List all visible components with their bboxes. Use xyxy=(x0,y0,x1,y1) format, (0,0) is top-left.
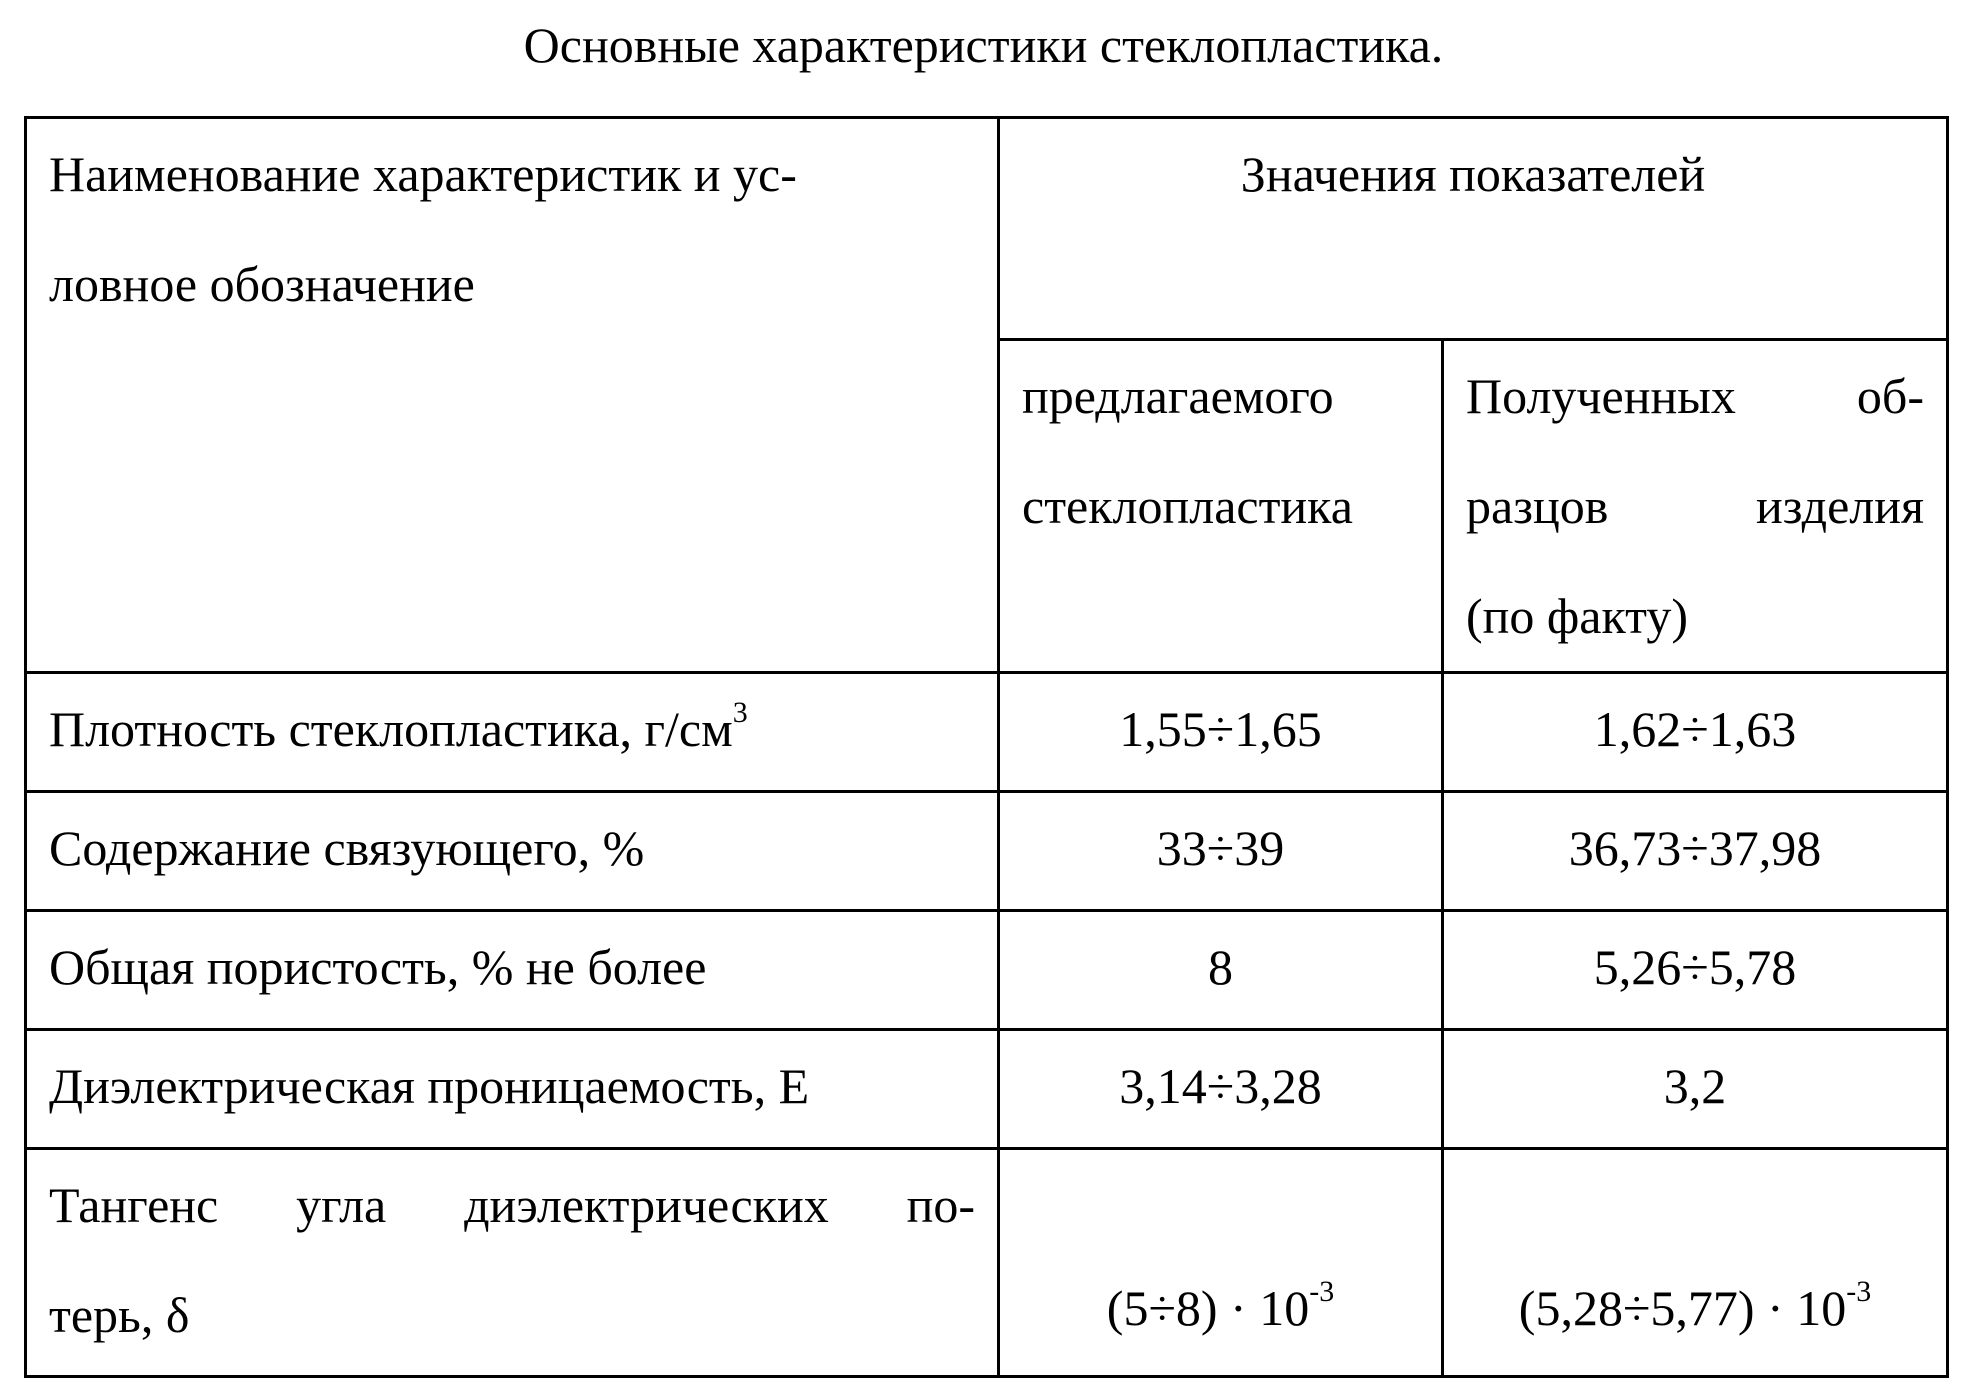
subheader-proposed-line2: стеклопластика xyxy=(1022,478,1353,534)
table-row xyxy=(26,792,1948,911)
subheader-obtained-line1 xyxy=(1466,341,1924,451)
subheader-obtained-word2: об- xyxy=(1856,368,1924,424)
characteristics-table xyxy=(24,116,1949,1378)
table-row xyxy=(26,911,1948,1030)
subheader-obtained-cell xyxy=(1443,340,1948,673)
row-proposed-value: 1,55÷1,65 xyxy=(999,673,1443,792)
subheader-proposed-cell xyxy=(999,340,1443,673)
header-name-line2: ловное обозначение xyxy=(49,256,475,312)
row-name-cell xyxy=(26,792,999,911)
row-proposed-value: 33÷39 xyxy=(999,792,1443,911)
subheader-obtained-line2 xyxy=(1466,451,1924,561)
row-name-cell xyxy=(26,673,999,792)
row-name-superscript: 3 xyxy=(732,696,748,730)
subheader-obtained-word3: разцов xyxy=(1466,478,1609,534)
table-row-tangent xyxy=(26,1149,1948,1377)
subheader-obtained-line3: (по факту) xyxy=(1466,588,1688,644)
tangent-name-line2: терь, δ xyxy=(49,1287,190,1343)
tangent-proposed-exponent: -3 xyxy=(1309,1275,1335,1309)
document-title: Основные характеристики стеклопластика. xyxy=(523,17,1444,73)
header-values-group-cell xyxy=(999,118,1948,340)
table-row xyxy=(26,673,1948,792)
row-obtained-value: 3,2 xyxy=(1443,1030,1948,1149)
tangent-proposed-cell xyxy=(999,1149,1443,1377)
subheader-proposed-line1: предлагаемого xyxy=(1022,368,1334,424)
header-name-line1: Наименование характеристик и ус- xyxy=(49,146,797,202)
row-name: Общая пористость, % не более xyxy=(49,939,707,995)
header-values-group: Значения показателей xyxy=(1240,146,1706,202)
header-name-cell xyxy=(26,118,999,673)
tangent-obtained-value: (5,28÷5,77) · 10 xyxy=(1518,1280,1847,1336)
row-name: Диэлектрическая проницаемость, Е xyxy=(49,1058,810,1114)
tangent-obtained-exponent: -3 xyxy=(1846,1275,1872,1309)
tangent-proposed-value: (5÷8) · 10 xyxy=(1106,1280,1310,1336)
tangent-name-cell xyxy=(26,1149,999,1377)
row-obtained-value: 1,62÷1,63 xyxy=(1443,673,1948,792)
row-name: Содержание связующего, % xyxy=(49,820,645,876)
table-row xyxy=(26,1030,1948,1149)
row-obtained-value: 36,73÷37,98 xyxy=(1443,792,1948,911)
tangent-obtained-cell xyxy=(1443,1149,1948,1377)
row-obtained-value: 5,26÷5,78 xyxy=(1443,911,1948,1030)
row-proposed-value: 8 xyxy=(999,911,1443,1030)
row-name-cell xyxy=(26,911,999,1030)
table-header-row xyxy=(26,118,1948,340)
tangent-name-line1: Тангенс угла диэлектрических по- xyxy=(49,1177,975,1233)
row-name: Плотность стеклопластика, г/см xyxy=(49,701,733,757)
subheader-obtained-word1: Полученных xyxy=(1466,368,1736,424)
row-proposed-value: 3,14÷3,28 xyxy=(999,1030,1443,1149)
row-name-cell xyxy=(26,1030,999,1149)
subheader-obtained-word4: изделия xyxy=(1756,478,1924,534)
